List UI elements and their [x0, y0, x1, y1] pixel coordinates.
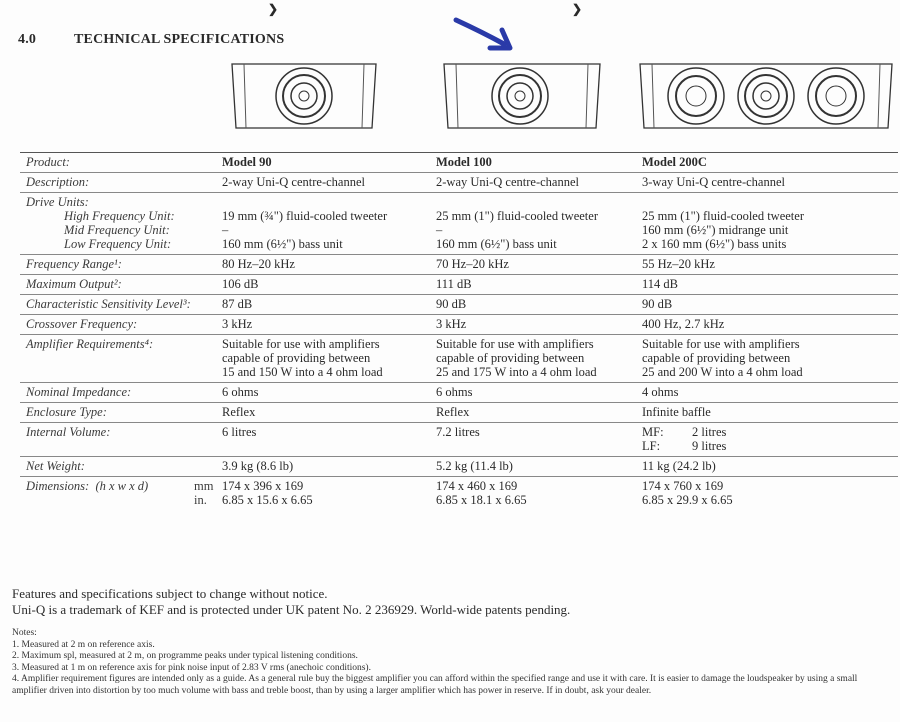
volume-sub-label: LF:: [642, 439, 661, 453]
model-100-speaker-illustration: [440, 62, 604, 132]
row-label: Internal Volume:: [26, 425, 111, 439]
row-label: Description:: [26, 175, 90, 189]
cell: 11 kg (24.2 lb): [642, 459, 716, 473]
cell-line: 6.85 x 29.9 x 6.65: [642, 493, 733, 507]
table-row: [20, 275, 898, 295]
cell: Infinite baffle: [642, 405, 711, 419]
cell-line: 25 mm (1") fluid-cooled tweeter: [642, 209, 804, 223]
row-label: Amplifier Requirements⁴:: [26, 337, 154, 351]
table-row: [20, 255, 898, 275]
cell: [642, 477, 898, 511]
cell-line: capable of providing between: [222, 351, 371, 365]
volume-sub-label: MF:: [642, 425, 664, 439]
row-label: Maximum Output²:: [26, 277, 122, 291]
cell: 106 dB: [222, 277, 259, 291]
table-row: [20, 295, 898, 315]
footer-line: Uni-Q is a trademark of KEF and is protected under UK patent No. 2 236929. World-wide patents pending.: [12, 602, 571, 617]
cell: [642, 335, 898, 383]
cell-line: Suitable for use with amplifiers: [222, 337, 380, 351]
cell: 400 Hz, 2.7 kHz: [642, 317, 725, 331]
cell: [222, 193, 436, 255]
drive-units-label: Drive Units:: [26, 195, 89, 209]
cell-line: 160 mm (6½") bass unit: [436, 237, 557, 251]
dimensions-suffix: (h x w x d): [95, 479, 149, 493]
cell: 55 Hz–20 kHz: [642, 257, 715, 271]
footer-text: [12, 586, 570, 618]
margin-mark: ❯: [268, 2, 279, 16]
cell: [222, 477, 436, 511]
cell: 5.2 kg (11.4 lb): [436, 459, 513, 473]
cell-line: 19 mm (¾") fluid-cooled tweeter: [222, 209, 388, 223]
cell: 111 dB: [436, 277, 472, 291]
notes-title: Notes:: [12, 628, 37, 638]
cell-line: 160 mm (6½") midrange unit: [642, 223, 789, 237]
cell: Reflex: [222, 405, 256, 419]
cell: 6 litres: [222, 425, 257, 439]
row-label: [20, 477, 222, 511]
cell-line: 2 x 160 mm (6½") bass units: [642, 237, 787, 251]
column-header: Model 90: [222, 155, 272, 169]
note-item: 3. Measured at 1 m on reference axis for pink noise input of 2.83 V rms (anechoic conditions).: [12, 662, 371, 673]
cell: 3 kHz: [436, 317, 467, 331]
row-label: Nominal Impedance:: [26, 385, 132, 399]
row-label: Product:: [26, 155, 70, 169]
pointer-arrow-icon: [452, 14, 516, 56]
section-number: 4.0: [18, 32, 37, 47]
cell: 87 dB: [222, 297, 253, 311]
note-item: 1. Measured at 2 m on reference axis.: [12, 639, 155, 650]
dimensions-label: Dimensions:: [26, 479, 90, 493]
note-item: 4. Amplifier requirement figures are intended only as a guide. As a general rule buy the biggest amplifier you can afford within the specified range and use it with care. It is easier to damage the loudspeaker by using a small amplifier driven into distortion by too much volume with bass and treble boost, than by using a larger amplifier which has power in reserve. If in doubt, ask your dealer.: [12, 674, 858, 696]
cell-line: 174 x 760 x 169: [642, 479, 724, 493]
cell-line: 174 x 460 x 169: [436, 479, 518, 493]
note-item: 2. Maximum spl, measured at 2 m, on programme peaks under typical listening conditions.: [12, 651, 358, 661]
cell: 6 ohms: [436, 385, 473, 399]
cell: 7.2 litres: [436, 425, 480, 439]
cell: 4 ohms: [642, 385, 679, 399]
cell: [642, 193, 898, 255]
column-header: Model 100: [436, 155, 492, 169]
table-row: [20, 383, 898, 403]
sub-label: High Frequency Unit:: [64, 209, 175, 223]
margin-mark: ❯: [572, 2, 583, 16]
cell: Reflex: [436, 405, 470, 419]
cell-line: 6.85 x 15.6 x 6.65: [222, 493, 313, 507]
cell: 90 dB: [436, 297, 467, 311]
cell: [436, 335, 642, 383]
spec-table: [20, 152, 898, 510]
cell: 2-way Uni-Q centre-channel: [436, 175, 579, 189]
cell: 6 ohms: [222, 385, 259, 399]
cell-line: 25 and 175 W into a 4 ohm load: [436, 365, 597, 379]
cell: 80 Hz–20 kHz: [222, 257, 295, 271]
footer-line: Features and specifications subject to change without notice.: [12, 586, 328, 601]
row-label: Characteristic Sensitivity Level³:: [26, 297, 191, 311]
cell: 114 dB: [642, 277, 678, 291]
table-row: [20, 315, 898, 335]
cell: 2-way Uni-Q centre-channel: [222, 175, 365, 189]
cell-line: capable of providing between: [642, 351, 791, 365]
cell-line: capable of providing between: [436, 351, 585, 365]
table-row: [20, 457, 898, 477]
table-row: [20, 173, 898, 193]
model-90-speaker-illustration: [228, 62, 380, 132]
cell-line: 174 x 396 x 169: [222, 479, 304, 493]
cell: [436, 477, 642, 511]
row-label: Net Weight:: [26, 459, 85, 473]
cell: 3.9 kg (8.6 lb): [222, 459, 294, 473]
table-row: [20, 193, 898, 255]
cell-line: –: [436, 223, 443, 237]
cell: [222, 335, 436, 383]
row-label: Enclosure Type:: [26, 405, 107, 419]
table-row: [20, 403, 898, 423]
volume-value: 2 litres: [692, 425, 727, 439]
cell: [436, 193, 642, 255]
table-row: [20, 477, 898, 511]
model-200c-speaker-illustration: [636, 62, 896, 132]
cell-line: 160 mm (6½") bass unit: [222, 237, 343, 251]
cell-line: Suitable for use with amplifiers: [642, 337, 800, 351]
row-label: Frequency Range¹:: [26, 257, 122, 271]
cell: 70 Hz–20 kHz: [436, 257, 509, 271]
table-row: [20, 423, 898, 457]
cell: 3 kHz: [222, 317, 253, 331]
cell: [642, 423, 898, 457]
cell-line: 6.85 x 18.1 x 6.65: [436, 493, 527, 507]
cell-line: Suitable for use with amplifiers: [436, 337, 594, 351]
cell-line: –: [222, 223, 229, 237]
sub-label: Low Frequency Unit:: [64, 237, 172, 251]
cell-line: 25 and 200 W into a 4 ohm load: [642, 365, 803, 379]
table-row: [20, 335, 898, 383]
notes: [12, 628, 892, 697]
unit-label: mm: [194, 479, 214, 493]
section-heading: [18, 32, 284, 48]
cell: 90 dB: [642, 297, 673, 311]
cell-line: 15 and 150 W into a 4 ohm load: [222, 365, 383, 379]
row-label: Crossover Frequency:: [26, 317, 138, 331]
unit-label: in.: [194, 493, 207, 507]
cell: 3-way Uni-Q centre-channel: [642, 175, 785, 189]
column-header: Model 200C: [642, 155, 707, 169]
table-row: [20, 153, 898, 173]
cell-line: 25 mm (1") fluid-cooled tweeter: [436, 209, 598, 223]
sub-label: Mid Frequency Unit:: [64, 223, 170, 237]
volume-value: 9 litres: [692, 439, 727, 453]
row-label: [20, 193, 222, 255]
section-title: TECHNICAL SPECIFICATIONS: [74, 32, 285, 47]
